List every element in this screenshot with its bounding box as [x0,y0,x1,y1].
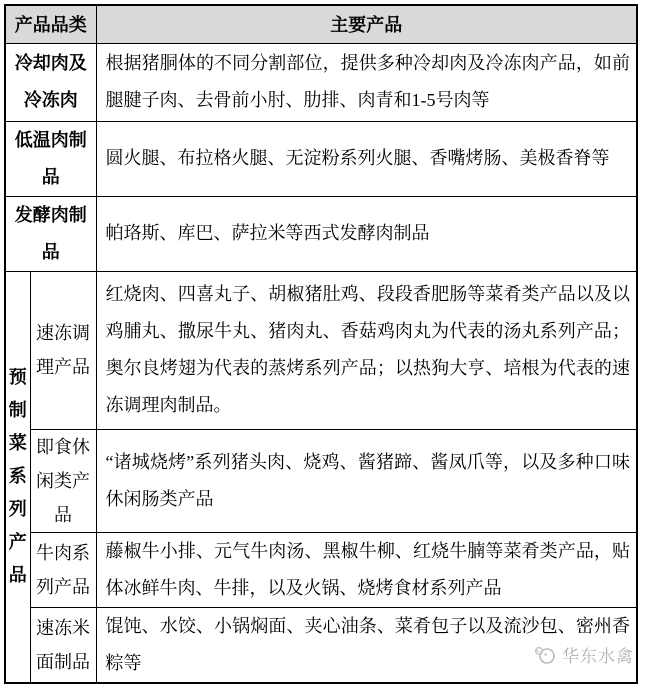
products-cell: 红烧肉、四喜丸子、胡椒猪肚鸡、段段香肥肠等菜肴类产品以及以鸡脯丸、撒尿牛丸、猪肉丸、香菇鸡肉丸为代表的汤丸系列产品；奥尔良烤翅为代表的蒸烤系列产品；以热狗大亨、培根为代表的速冻调理肉制品。 [96,271,637,429]
products-cell: “诸城烧烤”系列猪头肉、烧鸡、酱猪蹄、酱凤爪等，以及多种口味休闲肠类产品 [96,429,637,532]
group-category-cell: 预制菜系列产品 [5,271,30,683]
header-cell-products: 主要产品 [96,5,637,43]
category-cell: 低温肉制品 [5,121,96,196]
category-cell: 冷却肉及冷冻肉 [5,43,96,121]
products-cell: 帕珞斯、库巴、萨拉米等西式发酵肉制品 [96,196,637,271]
duck-logo-icon [533,645,557,665]
subcategory-cell: 牛肉系列产品 [30,532,96,607]
table-header-row [5,5,637,43]
products-cell: 根据猪胴体的不同分割部位，提供多种冷却肉及冷冻肉产品，如前腿腱子肉、去骨前小肘、肋排、肉青和1-5号肉等 [96,43,637,121]
products-cell: 藤椒牛小排、元气牛肉汤、黑椒牛柳、红烧牛腩等菜肴类产品，贴体冰鲜牛肉、牛排，以及火锅、烧烤食材系列产品 [96,532,637,607]
product-category-table [4,4,638,684]
table-row-fermented-meat [5,196,637,271]
subcategory-cell: 速冻米面制品 [30,607,96,683]
products-cell: 馄饨、水饺、小锅焖面、夹心油条、菜肴包子以及流沙包、密州香粽等 [96,607,637,683]
subcategory-cell: 即食休闲类产品 [30,429,96,532]
subcategory-cell: 速冻调理产品 [30,271,96,429]
watermark [533,642,634,667]
header-cell-category: 产品品类 [5,5,96,43]
category-cell: 发酵肉制品 [5,196,96,271]
table-row-ready-to-eat [5,429,637,532]
table-row-frozen-prepared [5,271,637,429]
table-row-cooled-frozen-meat [5,43,637,121]
table-row-low-temp-meat [5,121,637,196]
watermark-text: 华东水禽 [562,647,634,666]
table-row-beef-series [5,532,637,607]
products-cell: 圆火腿、布拉格火腿、无淀粉系列火腿、香嘴烤肠、美极香脊等 [96,121,637,196]
